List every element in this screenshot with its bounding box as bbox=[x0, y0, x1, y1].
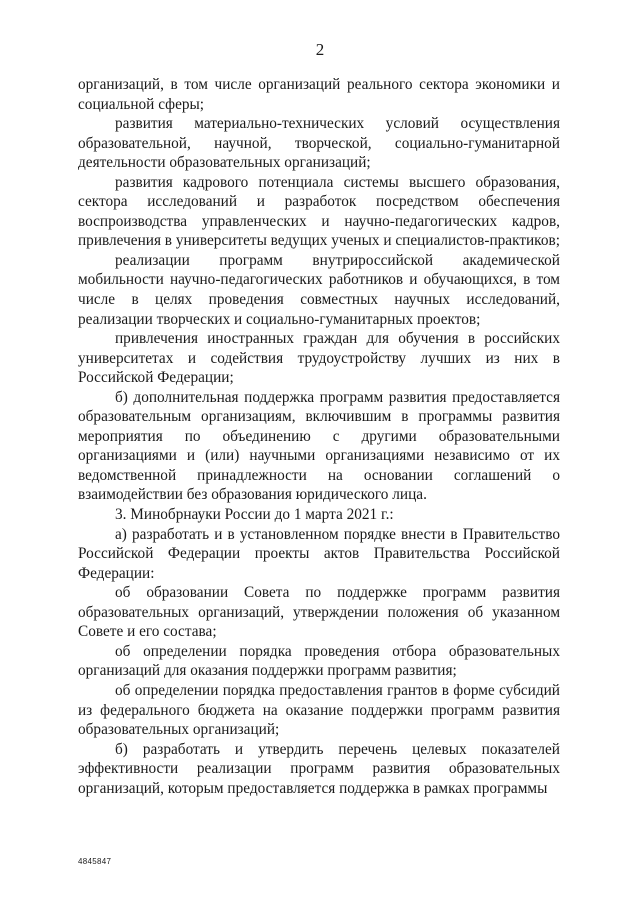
paragraph-5: привлечения иностранных граждан для обучения в российских университетах и содействия трудоустройству лучших из них в Российской Федерации; bbox=[78, 330, 560, 387]
paragraph-3: развития кадрового потенциала системы высшего образования, сектора исследований и разработок посредством обеспечения воспроизводства управленческих и научно-педагогических кадров, привлечения в университеты ведущих ученых и специалистов-практиков; bbox=[78, 173, 560, 250]
paragraph-6: б) дополнительная поддержка программ развития предоставляется образовательным организациям, включившим в программы развития мероприятия по объединению с другими образовательными организациями и (или) научными организациями независимо от их ведомственной принадлежности на основании соглашений о взаимодействии без образования юридического лица. bbox=[78, 388, 560, 504]
paragraph-12: б) разработать и утвердить перечень целевых показателей эффективности реализации программ развития образовательных организаций, которым предоставляется поддержка в рамках программы bbox=[78, 740, 560, 797]
paragraph-7: 3. Минобрнауки России до 1 марта 2021 г.: bbox=[115, 506, 394, 524]
paragraph-10: об определении порядка проведения отбора образовательных организаций для оказания поддержки программ развития; bbox=[78, 642, 560, 680]
paragraph-9: об образовании Совета по поддержке программ развития образовательных организаций, утверждении положения об указанном Совете и его состава; bbox=[78, 584, 560, 641]
paragraph-4: реализации программ внутрироссийской академической мобильности научно-педагогических работников и обучающихся, в том числе в целях проведения совместных научных исследований, реализации творческих и социально-гуманитарных проектов; bbox=[78, 251, 560, 328]
paragraph-2: развития материально-технических условий осуществления образовательной, научной, творческой, социально-гуманитарной деятельности образовательных организаций; bbox=[78, 115, 560, 172]
paragraph-11: об определении порядка предоставления грантов в форме субсидий из федерального бюджета на оказание поддержки программ развития образовательных организаций; bbox=[78, 681, 560, 739]
document-body bbox=[78, 75, 560, 798]
paragraph-1: организаций, в том числе организаций реального сектора экономики и социальной сферы; bbox=[78, 76, 560, 113]
document-code: 4845847 bbox=[78, 857, 112, 866]
paragraph-8: а) разработать и в установленном порядке внести в Правительство Российской Федерации проекты актов Правительства Российской Федерации: bbox=[78, 525, 560, 582]
page-number: 2 bbox=[315, 40, 325, 59]
